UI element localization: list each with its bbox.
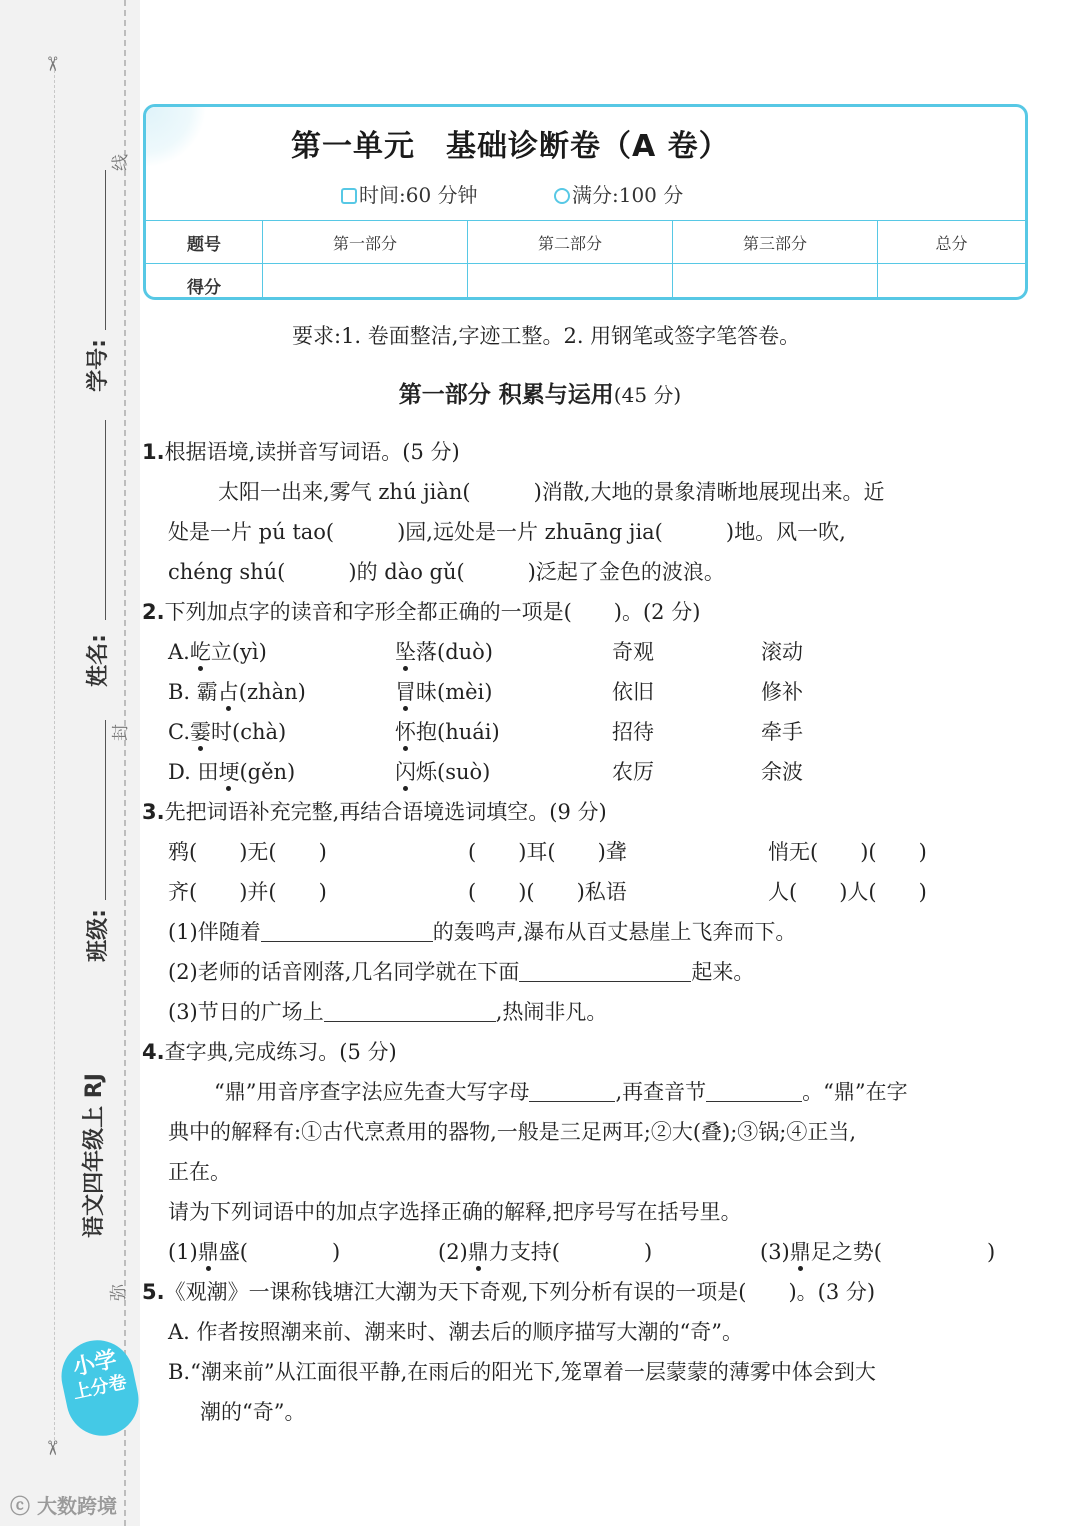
- answer-blank[interactable]: [706, 1081, 802, 1102]
- dotted-char: 鼎: [467, 1240, 489, 1264]
- score-cell-1[interactable]: [263, 264, 468, 301]
- question-stem: 下列加点字的读音和字形全都正确的一项是( )。(2 分): [164, 600, 701, 624]
- q2-option-d-word2: [395, 756, 490, 786]
- q5-option-a: A. 作者按照潮来前、潮来时、潮去后的顺序描写大潮的“奇”。: [168, 1320, 743, 1344]
- option-word: 足之势( ): [810, 1240, 996, 1264]
- seal-mark-mi: 弥: [109, 1284, 129, 1301]
- q3-sentence-1: [168, 916, 796, 946]
- class-label: 班级:: [85, 909, 111, 962]
- seal-mark-xian: 线: [111, 154, 131, 171]
- question-stem: 根据语境,读拼音写词语。(5 分): [164, 440, 460, 464]
- score-table: [146, 220, 1025, 300]
- q4-option-1[interactable]: [168, 1236, 340, 1266]
- option-word: (gěn): [239, 760, 296, 784]
- student-id-line[interactable]: [105, 170, 106, 330]
- q3-sentence-3: [168, 996, 607, 1026]
- question-stem: 先把词语补充完整,再结合语境选词填空。(9 分): [164, 800, 607, 824]
- idiom-blank[interactable]: ( )( )私语: [468, 880, 627, 904]
- option-word: 余波: [761, 760, 803, 784]
- sentence-text: 起来。: [691, 960, 755, 984]
- q4-line-3: 正在。: [168, 1160, 231, 1184]
- question-number: 2.: [142, 600, 165, 624]
- hourglass-icon: [341, 188, 357, 204]
- idiom-blank[interactable]: 鸦( )无( ): [168, 840, 327, 864]
- sentence-text: 。“鼎”在字: [802, 1080, 908, 1104]
- q1-line-2: 处是一片 pú tao( )园,远处是一片 zhuāng jia( )地。风一吹,: [168, 520, 846, 544]
- row-label-score: 得分: [146, 264, 263, 301]
- question-5: [142, 1276, 875, 1306]
- exam-header: [143, 104, 1028, 300]
- scissor-icon: ✂: [40, 55, 65, 73]
- dotted-char: 屹: [189, 640, 211, 664]
- course-label: 语文四年级上 RJ: [81, 1073, 107, 1238]
- question-stem: 《观潮》一课称钱塘江大潮为天下奇观,下列分析有误的一项是( )。(3 分): [164, 1280, 876, 1304]
- dotted-char: 冒: [395, 680, 416, 704]
- sentence-text: ,热闹非凡。: [495, 1000, 608, 1024]
- option-word: 立(yì): [210, 640, 267, 664]
- section-points: (45 分): [613, 383, 682, 407]
- dotted-char: 坠: [395, 640, 416, 664]
- question-2: [142, 596, 700, 626]
- answer-blank[interactable]: [261, 921, 433, 942]
- section-title: [0, 376, 1080, 409]
- q5-option-b-cont: 潮的“奇”。: [200, 1400, 306, 1424]
- badge-text-2: 上分卷: [71, 1371, 129, 1404]
- option-word: 昧(mèi): [416, 680, 493, 704]
- option-number: (1): [168, 1240, 198, 1264]
- sentence-text: “鼎”用音序查字法应先查大写字母: [214, 1080, 530, 1104]
- dotted-char: 占: [217, 680, 239, 704]
- option-word: 修补: [761, 680, 803, 704]
- option-letter: B. 霸: [168, 680, 218, 704]
- dotted-char: 埂: [218, 760, 240, 784]
- question-3: [142, 796, 607, 826]
- time-text: 时间:60 分钟: [359, 183, 478, 207]
- question-number: 5.: [142, 1280, 165, 1304]
- dotted-char: 闪: [395, 760, 416, 784]
- option-word: 依旧: [612, 680, 654, 704]
- q2-option-d: [168, 756, 295, 786]
- col-part3: 第三部分: [673, 221, 878, 264]
- sentence-text: (3)节日的广场上: [168, 1000, 324, 1024]
- name-line[interactable]: [105, 420, 106, 620]
- q2-option-a-word2: [395, 636, 493, 666]
- q3-sentence-2: [168, 956, 754, 986]
- option-word: 抱(huái): [416, 720, 500, 744]
- q4-line-1: [214, 1076, 908, 1106]
- q2-option-c-word2: [395, 716, 500, 746]
- time-info: [341, 179, 478, 208]
- col-part2: 第二部分: [468, 221, 673, 264]
- idiom-blank[interactable]: 人( )人( ): [768, 880, 927, 904]
- q2-option-b-word2: [395, 676, 492, 706]
- watermark: ⓒ 大数跨境: [10, 1494, 117, 1518]
- option-word: (zhàn): [238, 680, 306, 704]
- score-cell-2[interactable]: [468, 264, 673, 301]
- dotted-char: 霎: [190, 720, 211, 744]
- q4-line-2: 典中的解释有:①古代烹煮用的器物,一般是三足两耳;②大(叠);③锅;④正当,: [168, 1120, 857, 1144]
- scissor-icon: ✂: [40, 1439, 65, 1457]
- sentence-text: ,再查音节: [615, 1080, 707, 1104]
- section-name: 第一部分 积累与运用: [398, 382, 614, 408]
- row-label-number: 题号: [146, 221, 263, 264]
- option-word: 落(duò): [416, 640, 493, 664]
- option-word: 力支持( ): [488, 1240, 653, 1264]
- score-cell-3[interactable]: [673, 264, 878, 301]
- answer-blank[interactable]: [519, 961, 691, 982]
- question-1: [142, 436, 460, 466]
- dotted-char: 鼎: [197, 1240, 219, 1264]
- badge-text-1: 小学: [70, 1347, 120, 1381]
- answer-blank[interactable]: [529, 1081, 615, 1102]
- option-number: (3): [760, 1240, 790, 1264]
- q2-option-b: [168, 676, 306, 706]
- option-word: 招待: [612, 720, 654, 744]
- option-word: 奇观: [612, 640, 654, 664]
- answer-blank[interactable]: [324, 1001, 496, 1022]
- question-number: 4.: [142, 1040, 165, 1064]
- option-word: 滚动: [761, 640, 803, 664]
- q2-option-c: [168, 716, 286, 746]
- sentence-text: 的轰鸣声,瀑布从百丈悬崖上飞奔而下。: [432, 920, 797, 944]
- option-number: (2): [438, 1240, 468, 1264]
- seal-mark-feng: 封: [111, 724, 131, 741]
- fold-guide: [54, 60, 55, 1450]
- score-info: [554, 179, 683, 208]
- q1-line-1: 太阳一出来,雾气 zhú jiàn( )消散,大地的景象清晰地展现出来。近: [218, 480, 885, 504]
- option-word: 盛( ): [218, 1240, 341, 1264]
- option-letter: C.: [168, 720, 190, 744]
- requirement: 要求:1. 卷面整洁,字迹工整。2. 用钢笔或签字笔答卷。: [292, 324, 801, 348]
- option-letter: D. 田: [168, 760, 219, 784]
- q1-line-3: chéng shú( )的 dào gǔ( )泛起了金色的波浪。: [168, 560, 725, 584]
- option-word: 牵手: [761, 720, 803, 744]
- q4-line-4: 请为下列词语中的加点字选择正确的解释,把序号写在括号里。: [168, 1200, 742, 1224]
- table-row: [146, 221, 1025, 264]
- student-id-label: 学号:: [85, 339, 111, 392]
- medal-icon: [554, 188, 570, 204]
- page-title: 第一单元 基础诊断卷（A 卷）: [291, 129, 730, 164]
- table-row: [146, 264, 1025, 301]
- idiom-blank[interactable]: 悄无( )( ): [768, 840, 927, 864]
- q4-option-3[interactable]: [760, 1236, 995, 1266]
- q5-option-b: B.“潮来前”从江面很平静,在雨后的阳光下,笼罩着一层蒙蒙的薄雾中体会到大: [168, 1360, 876, 1384]
- sentence-text: (2)老师的话音刚落,几名同学就在下面: [168, 960, 520, 984]
- col-part1: 第一部分: [263, 221, 468, 264]
- option-word: 烁(suò): [416, 760, 491, 784]
- option-letter: A.: [168, 640, 190, 664]
- option-word: 时(chà): [211, 720, 287, 744]
- name-label: 姓名:: [85, 634, 111, 687]
- idiom-blank[interactable]: ( )耳( )聋: [468, 840, 627, 864]
- class-line[interactable]: [105, 720, 106, 900]
- sentence-text: (1)伴随着: [168, 920, 261, 944]
- q4-option-2[interactable]: [438, 1236, 652, 1266]
- question-number: 1.: [142, 440, 165, 464]
- full-score-text: 满分:100 分: [572, 183, 684, 207]
- dotted-char: 鼎: [789, 1240, 811, 1264]
- dotted-char: 怀: [395, 720, 416, 744]
- option-word: 农厉: [612, 760, 654, 784]
- question-stem: 查字典,完成练习。(5 分): [164, 1040, 397, 1064]
- col-total: 总分: [878, 221, 1026, 264]
- question-number: 3.: [142, 800, 165, 824]
- idiom-blank[interactable]: 齐( )并( ): [168, 880, 327, 904]
- corner-decoration: [146, 107, 206, 167]
- q2-option-a: [168, 636, 267, 666]
- score-cell-total[interactable]: [878, 264, 1026, 301]
- question-4: [142, 1036, 397, 1066]
- watermark-text: 大数跨境: [36, 1494, 117, 1518]
